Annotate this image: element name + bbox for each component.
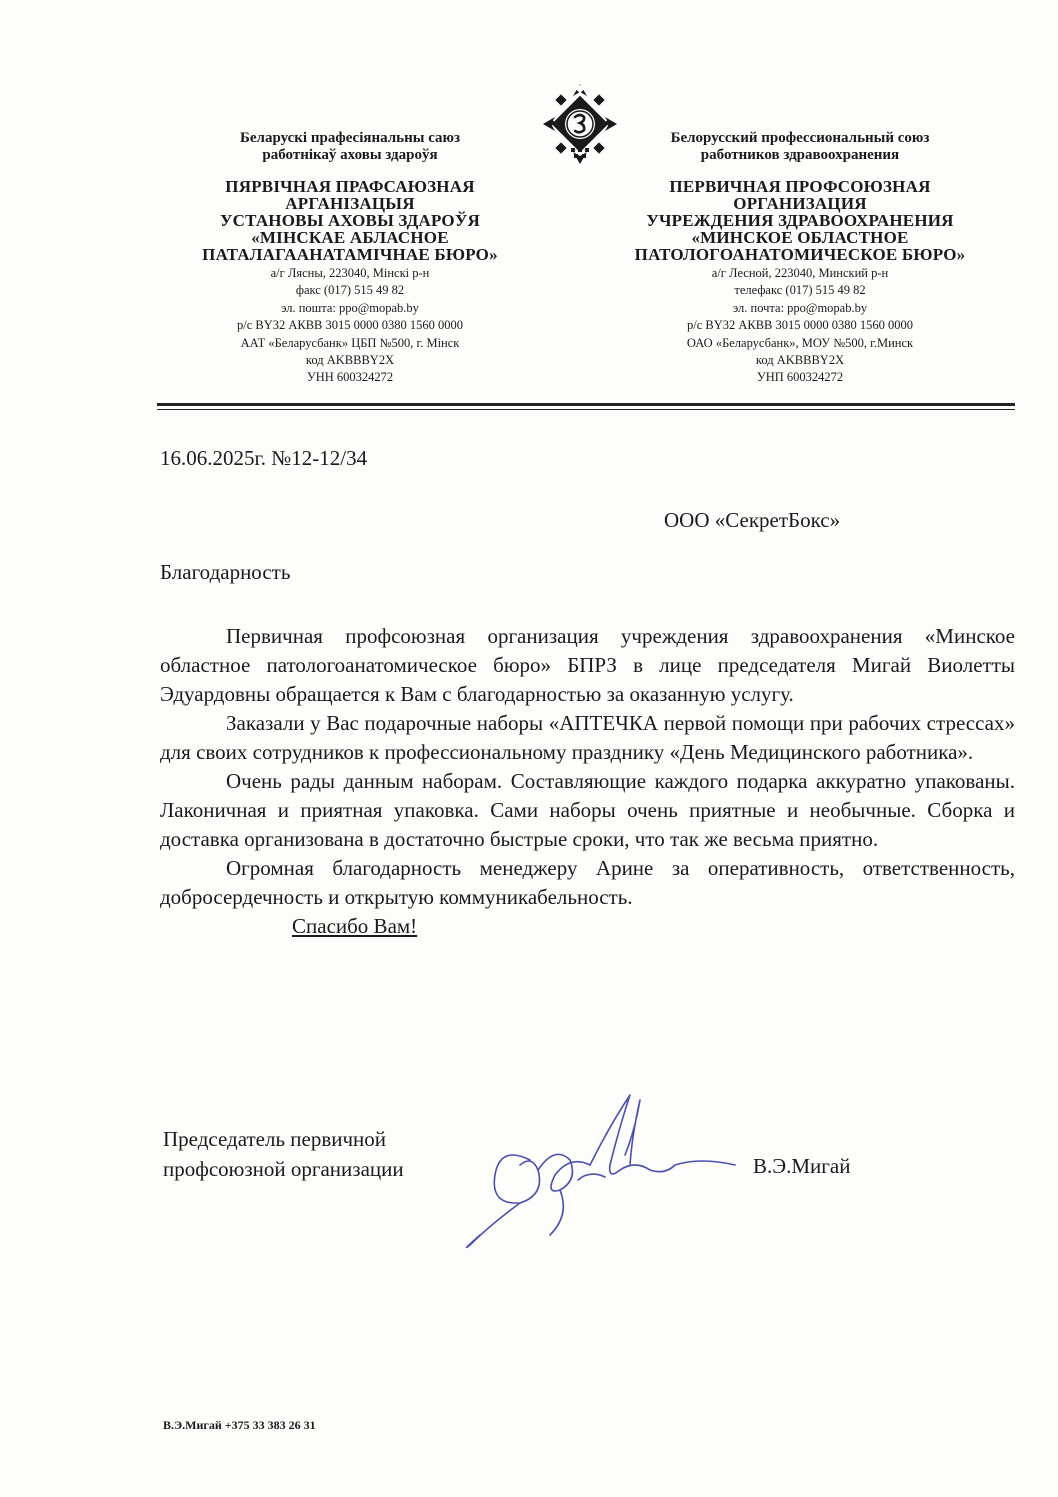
footer-contact: В.Э.Мигай +375 33 383 26 31 xyxy=(163,1418,316,1432)
contact-line: ААТ «Беларусбанк» ЦБП №500, г. Мінск xyxy=(240,335,460,350)
header-divider-thin xyxy=(157,409,1015,410)
contact-line: эл. пошта: ppo@mopab.by xyxy=(281,300,419,315)
org-line: АРГАНІЗАЦЫЯ xyxy=(285,194,415,213)
contact-line: УНП 600324272 xyxy=(756,370,844,385)
contact-line: УНН 600324272 xyxy=(306,370,394,385)
org-name-ru xyxy=(590,178,1010,263)
union-name-by-line2: работнікаў аховы здароўя xyxy=(262,147,438,163)
contact-line: р/с BY32 АКВВ 3015 0000 0380 1560 0000 xyxy=(236,318,464,333)
header-left xyxy=(150,130,550,387)
signer-title xyxy=(163,1124,404,1184)
org-line: ПАТАЛАГААНАТАМІЧНАЕ БЮРО» xyxy=(202,245,498,264)
contact-line: телефакс (017) 515 49 82 xyxy=(734,283,866,298)
union-name-by-line1: Беларускі прафесіянальны саюз xyxy=(239,130,461,146)
contact-line: эл. почта: ppo@mopab.by xyxy=(732,300,868,315)
contact-line: факс (017) 515 49 82 xyxy=(295,283,405,298)
signer-title-line: профсоюзной организации xyxy=(163,1157,404,1181)
registration-number: 16.06.2025г. №12-12/34 xyxy=(160,446,368,470)
contacts-ru xyxy=(590,265,1010,387)
contact-line: р/с BY32 АКВВ 3015 0000 0380 1560 0000 xyxy=(686,318,914,333)
closing-text: Спасибо Вам! xyxy=(292,914,418,938)
signer-title-line: Председатель первичной xyxy=(163,1127,387,1151)
handwritten-signature xyxy=(460,1085,740,1255)
body-paragraph: Заказали у Вас подарочные наборы «АПТЕЧКА первой помощи при рабочих стрессах» для своих сотрудников к профессиональному празднику «День Медицинского работника». xyxy=(160,711,1015,764)
union-name-ru-line2: работников здравоохранения xyxy=(700,147,900,163)
org-line: «МИНСКОЕ ОБЛАСТНОЕ xyxy=(691,228,909,247)
org-line: ПЕРВИЧНАЯ ПРОФСОЮЗНАЯ xyxy=(669,177,931,196)
recipient: ООО «СекретБокс» xyxy=(664,508,841,532)
org-line: «МІНСКАЕ АБЛАСНОЕ xyxy=(251,228,449,247)
org-line: ОРГАНИЗАЦИЯ xyxy=(733,194,867,213)
union-name-ru-line1: Белорусский профессиональный союз xyxy=(670,130,930,146)
body-paragraph: Огромная благодарность менеджеру Арине за оперативность, ответственность, добросердечность и открытую коммуникабельность. xyxy=(160,856,1015,909)
org-name-by xyxy=(150,178,550,263)
letter-subject: Благодарность xyxy=(160,560,291,584)
contact-line: а/г Лесной, 223040, Минский р-н xyxy=(711,266,889,280)
contacts-by xyxy=(150,265,550,387)
contact-line: а/г Лясны, 223040, Мінскі р-н xyxy=(270,266,430,280)
org-line: УЧРЕЖДЕНИЯ ЗДРАВООХРАНЕНИЯ xyxy=(646,211,954,230)
signer-name: В.Э.Мигай xyxy=(753,1154,851,1178)
contact-line: код AKBBBY2X xyxy=(755,353,845,368)
org-line: УСТАНОВЫ АХОВЫ ЗДАРОЎЯ xyxy=(219,211,480,230)
contact-line: ОАО «Беларусбанк», МОУ №500, г.Минск xyxy=(686,335,914,350)
org-line: ПАТОЛОГОАНАТОМИЧЕСКОЕ БЮРО» xyxy=(634,245,966,264)
contact-line: код AKBBBY2X xyxy=(305,353,395,368)
header-divider-thick xyxy=(157,403,1015,406)
closing-line xyxy=(160,912,1015,941)
org-line: ПЯРВІЧНАЯ ПРАФСАЮЗНАЯ xyxy=(225,177,475,196)
letter-body xyxy=(160,622,1015,941)
body-paragraph: Очень рады данным наборам. Составляющие каждого подарка аккуратно упакованы. Лаконичная и приятная упаковка. Сами наборы очень приятные и необычные. Сборка и доставка организована в достаточно быстрые сроки, что так же весьма приятно. xyxy=(160,769,1015,851)
body-paragraph: Первичная профсоюзная организация учреждения здравоохранения «Минское областное патологоанатомическое бюро» БПРЗ в лице председателя Мигай Виолетты Эдуардовны обращается к Вам с благодарностью за оказанную услугу. xyxy=(160,624,1015,706)
header-right xyxy=(590,130,1010,387)
